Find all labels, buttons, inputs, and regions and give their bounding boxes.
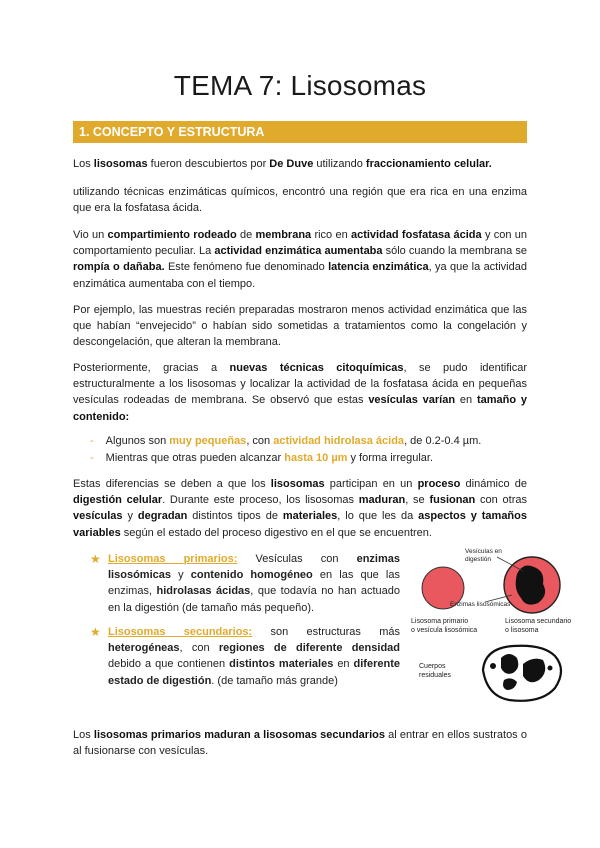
star-icon: ★ — [90, 625, 101, 639]
paragraph-maturation: Los lisosomas primarios maduran a lisosomas secundarios al entrar en ellos sustratos o al fusionarse con vesículas. — [73, 729, 527, 758]
label-vesicles-line1: Vesículas en — [465, 548, 502, 555]
list-item-primary-lysosomes: ★ Lisosomas primarios: Vesículas con enzimas lisosómicas y contenido homogéneo en las que las enzimas, hidrolasas ácidas, que todavía no han actuado en la digestión (de tamaño más pequeño). — [90, 552, 400, 614]
label-secondary-line2: o lisosoma — [505, 627, 539, 634]
section-heading: 1. CONCEPTO Y ESTRUCTURA — [73, 121, 527, 143]
label-primary-line1: Lisosoma primario — [411, 618, 469, 625]
page-title: TEMA 7: Lisosomas — [173, 70, 427, 101]
paragraph-techniques: utilizando técnicas enzimáticas químicos, encontró una región que era rica en una enzima que era la fosfatasa ácida. — [73, 186, 527, 215]
residual-body-material — [548, 666, 553, 671]
label-vesicles-line2: digestión — [465, 556, 492, 563]
bullet-small-vesicles: - Algunos son muy pequeñas, con actividad hidrolasa ácida, de 0.2-0.4 µm. — [90, 435, 482, 447]
paragraph-latency: Vio un compartimiento rodeado de membrana rico en actividad fosfatasa ácida y con un comportamiento peculiar. La actividad enzimática aumentaba sólo cuando la membrana se rompía o dañaba. Este fenómeno fue denominado latencia enzimática, ya que la actividad enzimática aumentaba con el tiempo. — [73, 229, 527, 290]
paragraph-intro: Los lisosomas fueron descubiertos por De Duve utilizando fraccionamiento celular. — [73, 158, 492, 170]
residual-body-shape — [483, 646, 561, 701]
list-item-secondary-lysosomes: ★ Lisosomas secundarios: son estructuras más heterogéneas, con regiones de diferente densidad debido a que contienen distintos materiales en diferente estado de digestión. (de tamaño más grande) — [90, 625, 401, 687]
star-icon: ★ — [90, 552, 101, 566]
label-secondary-line1: Lisosoma secundario — [505, 618, 572, 625]
residual-body-material — [490, 663, 496, 669]
label-residual-line2: residuales — [419, 672, 451, 679]
label-residual-line1: Cuerpos — [419, 663, 446, 670]
paragraph-citochemistry: Posteriormente, gracias a nuevas técnicas citoquímicas, se pudo identificar estructuralmente a los lisosomas y localizar la actividad de la fosfatasa ácida en pequeñas vesículas rodeadas de membrana. Se observó que estas vesículas varían en tamaño y contenido: — [73, 362, 528, 423]
label-enzymes: Enzimas lisosómicas — [450, 601, 511, 608]
label-primary-line2: o vesícula lisosómica — [411, 627, 478, 634]
paragraph-example: Por ejemplo, las muestras recién preparadas mostraron menos actividad enzimática que las que habían “envejecido” o habían sido sometidas a tratamientos como la congelación y descongelación, que alteran la membrana. — [73, 304, 527, 349]
lysosome-diagram — [405, 540, 595, 715]
paragraph-digestion: Estas diferencias se deben a que los lisosomas participan en un proceso dinámico de digestión celular. Durante este proceso, los lisosomas maduran, se fusionan con otras vesículas y degradan distintos tipos de materiales, lo que les da aspectos y tamaños variables según el estado del proceso digestivo en el que se encuentren. — [73, 478, 528, 539]
bullet-large-vesicles: - Mientras que otras pueden alcanzar hasta 10 µm y forma irregular. — [90, 452, 434, 464]
